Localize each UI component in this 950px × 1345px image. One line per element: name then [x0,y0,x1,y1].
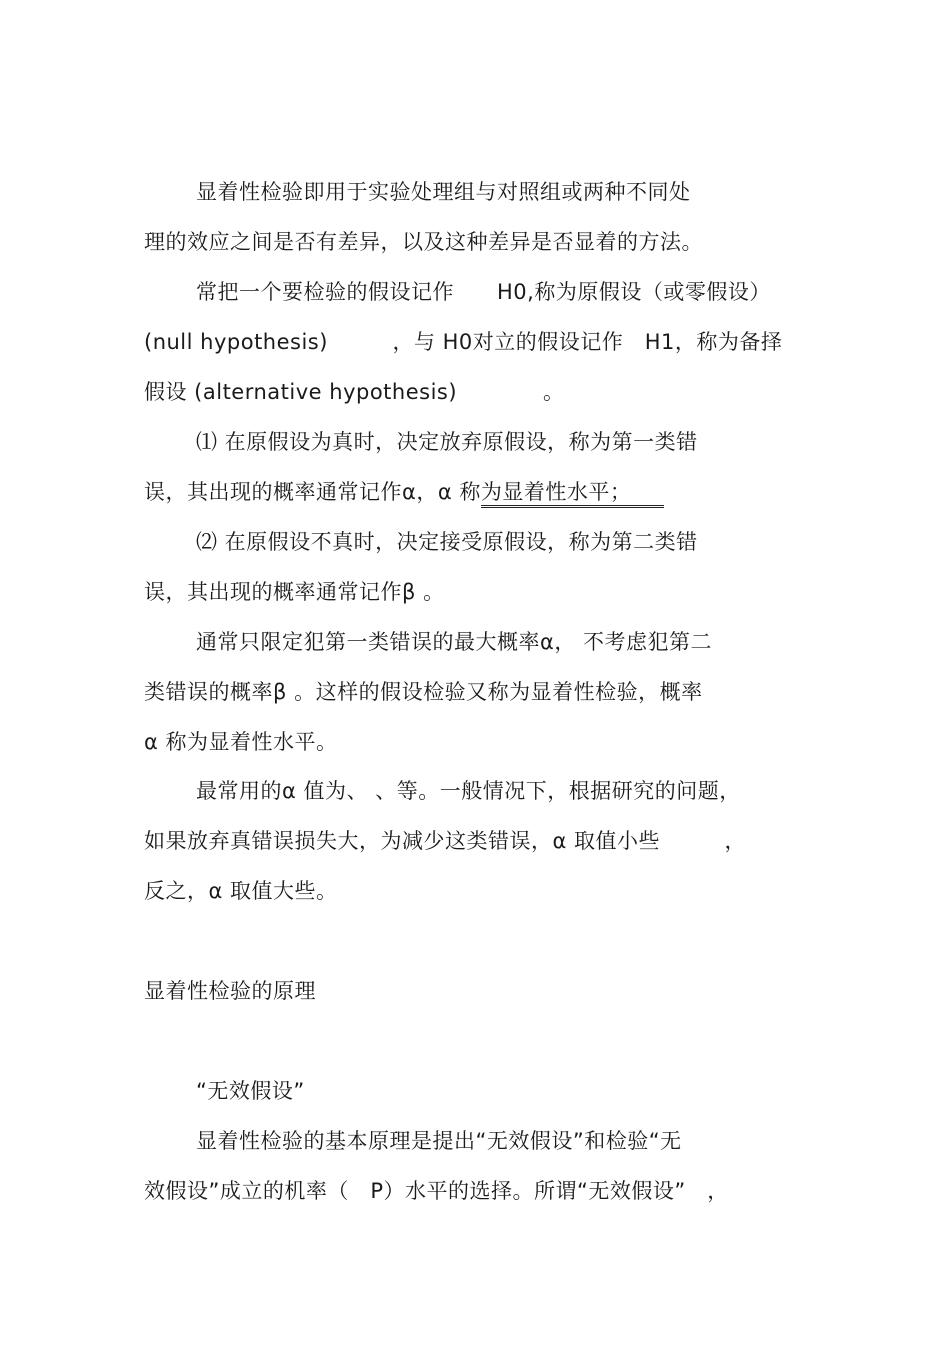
paragraph-1-line-1: 显着性检验即用于实验处理组与对照组或两种不同处 [196,180,691,204]
paragraph-5-line-2: 类错误的概率β 。这样的假设检验又称为显着性检验，概率 [144,680,703,704]
paragraph-2-line-2: (null hypothesis) ，与 H0对立的假设记作 H1，称为备择 [144,330,783,354]
paragraph-2-line-3: 假设 (alternative hypothesis) 。 [144,380,565,404]
significance-level-underlined-text: 为显着性水平； [481,480,664,508]
paragraph-6-line-1: 最常用的α 值为、 、等。一般情况下，根据研究的问题， [196,779,741,803]
section-heading: 显着性检验的原理 [144,979,316,1003]
subheading-null-hypothesis: “无效假设” [196,1079,305,1103]
paragraph-7-line-2: 效假设”成立的机率（ P）水平的选择。所谓“无效假设” ， [144,1179,729,1203]
paragraph-6-line-2: 如果放弃真错误损失大，为减少这类错误，α 取值小些 ， [144,829,747,853]
paragraph-6-line-3: 反之，α 取值大些。 [144,879,338,903]
paragraph-3-line-1: ⑴ 在原假设为真时，决定放弃原假设，称为第一类错 [196,430,698,454]
paragraph-4-line-1: ⑵ 在原假设不真时，决定接受原假设，称为第二类错 [196,530,698,554]
paragraph-5-line-3: α 称为显着性水平。 [144,730,338,754]
paragraph-3-line-2-text: 误，其出现的概率通常记作α，α 称 [144,480,481,504]
paragraph-2-line-1: 常把一个要检验的假设记作 H0,称为原假设（或零假设） [196,280,771,304]
paragraph-5-line-1: 通常只限定犯第一类错误的最大概率α， 不考虑犯第二 [196,630,713,654]
paragraph-4-line-2: 误，其出现的概率通常记作β 。 [144,580,445,604]
paragraph-7-line-1: 显着性检验的基本原理是提出“无效假设”和检验“无 [196,1129,682,1153]
paragraph-3-line-2 [144,478,664,506]
paragraph-1-line-2: 理的效应之间是否有差异，以及这种差异是否显着的方法。 [144,230,703,254]
